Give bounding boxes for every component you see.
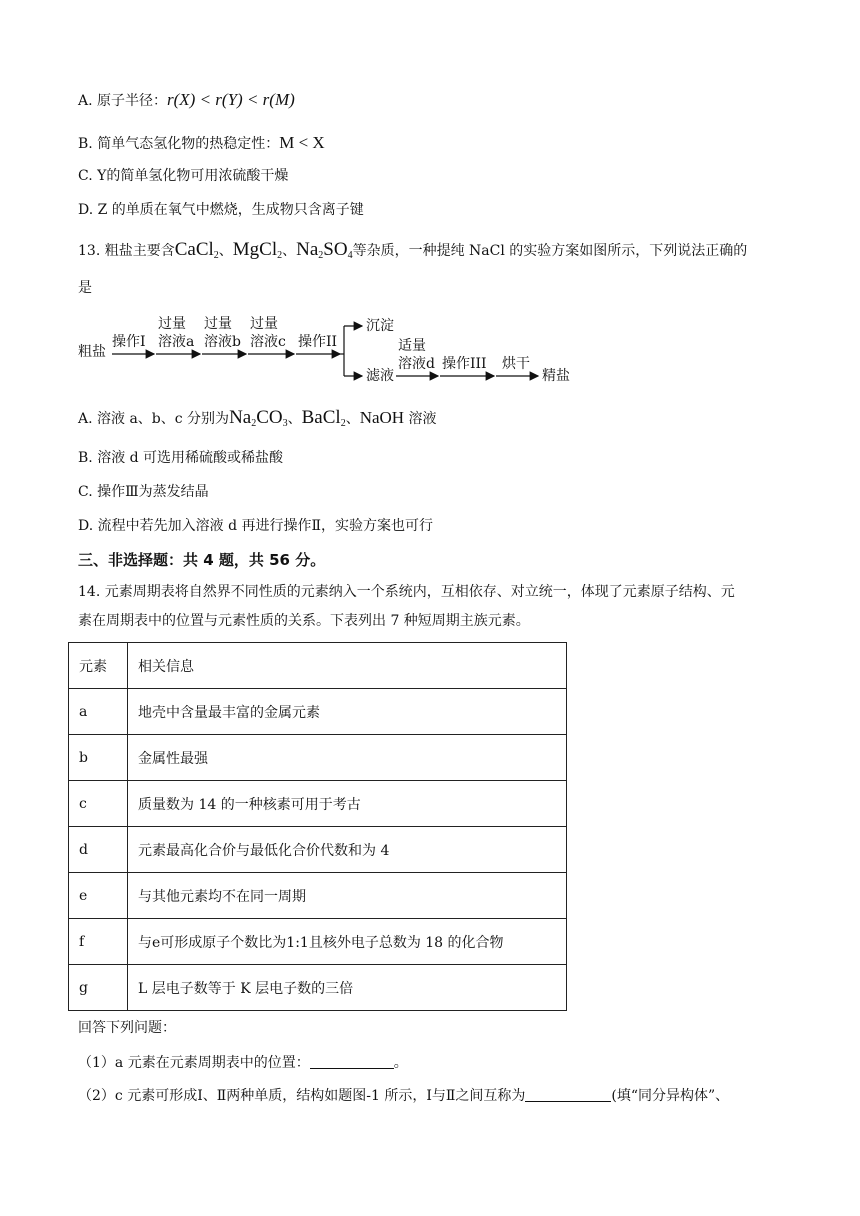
- intro-line-1: 14. 元素周期表将自然界不同性质的元素纳入一个系统内，互相依存、对立统一，体现了元素原子结构、元: [78, 584, 735, 600]
- formula-na2so4: $Na_2SO_4$: [296, 239, 353, 261]
- label-c-top: 过量: [250, 316, 278, 332]
- label-dry: 烘干: [502, 356, 530, 372]
- label-a-top: 过量: [158, 316, 186, 332]
- cell-element: a: [69, 689, 128, 735]
- q13-option-b: B. 溶液 d 可选用稀硫酸或稀盐酸: [78, 450, 284, 466]
- q13-option-c: C. 操作Ⅲ为蒸发结晶: [78, 484, 209, 500]
- label-step3: 操作III: [442, 356, 487, 372]
- cell-info: 地壳中含量最丰富的金属元素: [128, 689, 567, 735]
- q14-sub2: [78, 1086, 729, 1106]
- cell-info: 与其他元素均不在同一周期: [128, 873, 567, 919]
- q13-option-d: D. 流程中若先加入溶液 d 再进行操作Ⅱ，实验方案也可行: [78, 518, 434, 534]
- q14-intro: [78, 578, 790, 636]
- sub1-end: 。: [393, 1055, 408, 1071]
- label-b-bottom: 溶液b: [204, 334, 241, 350]
- separator: 、: [345, 411, 360, 427]
- q12-option-a: [78, 90, 295, 111]
- stem-text: 等杂质，一种提纯 NaCl 的实验方案如图所示，下列说法正确的: [352, 243, 748, 259]
- formula-bacl2: BaCl$_2$: [301, 407, 346, 429]
- q12-option-d: D. Z 的单质在氧气中燃烧，生成物只含离子键: [78, 202, 364, 218]
- cell-element: c: [69, 781, 128, 827]
- table-header-row: [69, 643, 567, 689]
- label-d-bottom: 溶液d: [398, 356, 435, 372]
- flowchart-arrows: [78, 312, 578, 388]
- header-info: 相关信息: [128, 643, 567, 689]
- cell-info: 与e可形成原子个数比为1:1且核外电子总数为 18 的化合物: [128, 919, 567, 965]
- cell-element: g: [69, 965, 128, 1011]
- label-c-bottom: 溶液c: [250, 334, 286, 350]
- table-row: [69, 873, 567, 919]
- label-filtrate: 滤液: [366, 368, 394, 384]
- radius-expression: r(X) < r(Y) < r(M): [167, 90, 295, 109]
- sub2-end: (填“同分异构体”、: [611, 1088, 730, 1104]
- separator: 、: [287, 411, 302, 427]
- section-heading: 三、非选择题：共 4 题，共 56 分。: [78, 551, 326, 569]
- sub1-text: （1）a 元素在元素周期表中的位置：: [78, 1055, 310, 1071]
- sub2-text: （2）c 元素可形成Ⅰ、Ⅱ两种单质，结构如题图-1 所示，Ⅰ与Ⅱ之间互称为: [78, 1088, 526, 1104]
- formula-na2co3: $Na_2CO_3$: [229, 407, 288, 429]
- answer-prompt: 回答下列问题：: [78, 1020, 176, 1036]
- label-b-top: 过量: [204, 316, 232, 332]
- cell-info: 元素最高化合价与最低化合价代数和为 4: [128, 827, 567, 873]
- label-product: 精盐: [542, 368, 570, 384]
- element-info-table: [68, 642, 567, 1011]
- answer-blank-1[interactable]: [310, 1054, 394, 1069]
- cell-info: 金属性最强: [128, 735, 567, 781]
- cell-info: L 层电子数等于 K 层电子数的三倍: [128, 965, 567, 1011]
- table-row: [69, 781, 567, 827]
- cell-element: d: [69, 827, 128, 873]
- table-row: [69, 735, 567, 781]
- table-row: [69, 827, 567, 873]
- stem-text: 13. 粗盐主要含: [78, 243, 175, 259]
- q13-option-a: [78, 408, 437, 434]
- formula-cacl2: CaCl$_2$: [174, 239, 219, 261]
- stability-expression: M < X: [279, 133, 325, 152]
- separator: 、: [218, 243, 233, 259]
- q13-stem-line2: 是: [78, 280, 92, 296]
- table-row: [69, 965, 567, 1011]
- q13-stem: [78, 240, 747, 266]
- q12-option-c: C. Y的简单氢化物可用浓硫酸干燥: [78, 168, 289, 184]
- label-step1: 操作I: [112, 334, 146, 350]
- header-element: 元素: [69, 643, 128, 689]
- option-text: A. 原子半径：: [78, 93, 168, 109]
- option-text: 溶液: [408, 411, 437, 427]
- formula-mgcl2: MgCl$_2$: [232, 239, 283, 261]
- table-row: [69, 689, 567, 735]
- table-row: [69, 919, 567, 965]
- q14-sub1: [78, 1053, 408, 1073]
- intro-line-2: 素在周期表中的位置与元素性质的关系。下表列出 7 种短周期主族元素。: [78, 613, 530, 629]
- cell-element: b: [69, 735, 128, 781]
- label-precipitate: 沉淀: [366, 318, 394, 334]
- cell-element: f: [69, 919, 128, 965]
- label-step2: 操作II: [298, 334, 338, 350]
- option-text: A. 溶液 a、b、c 分别为: [78, 411, 230, 427]
- purification-flowchart: [78, 312, 578, 388]
- label-start: 粗盐: [78, 344, 106, 360]
- label-d-top: 适量: [398, 338, 426, 354]
- answer-blank-2[interactable]: [525, 1087, 611, 1102]
- cell-element: e: [69, 873, 128, 919]
- label-a-bottom: 溶液a: [158, 334, 195, 350]
- separator: 、: [282, 243, 297, 259]
- q12-option-b: [78, 133, 325, 154]
- cell-info: 质量数为 14 的一种核素可用于考古: [128, 781, 567, 827]
- formula-naoh: NaOH: [359, 408, 405, 427]
- option-text: B. 简单气态氢化物的热稳定性：: [78, 136, 280, 152]
